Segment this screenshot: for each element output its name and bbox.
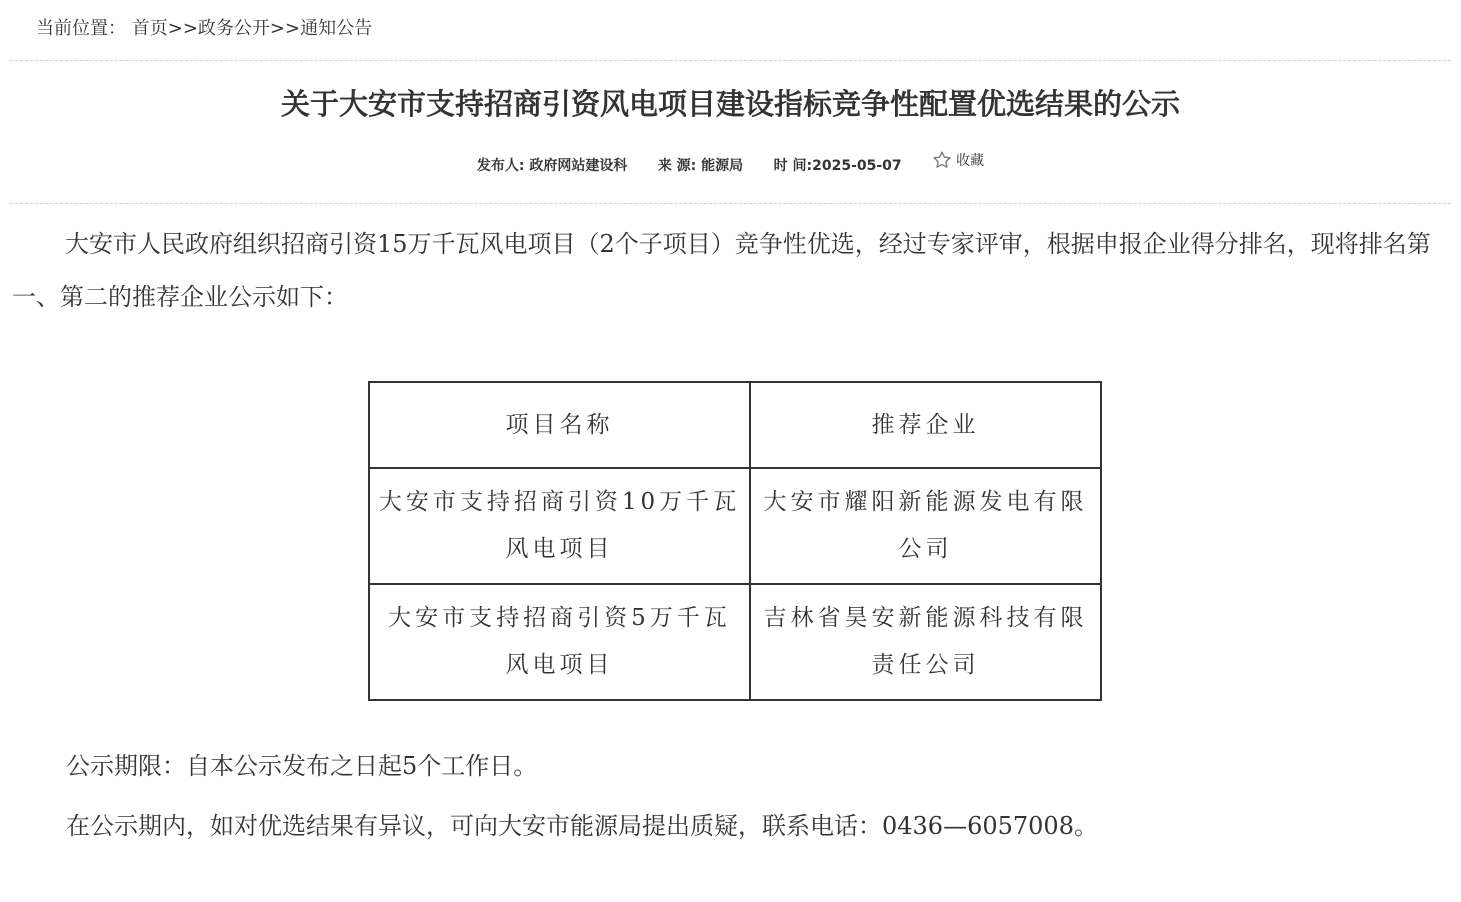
cell-project-name: 大安市支持招商引资5万千瓦风电项目 [369,584,750,700]
header-project-name: 项目名称 [369,382,750,468]
breadcrumb-separator: >> [167,18,198,39]
breadcrumb-notices-link[interactable]: 通知公告 [300,18,373,39]
meta-time: 时 间:2025-05-07 [773,158,902,174]
table-row [369,468,1101,584]
table-row [369,584,1101,700]
contact-paragraph: 在公示期内，如对优选结果有异议，可向大安市能源局提出质疑，联系电话：0436—6057008。 [66,812,1098,840]
meta-publisher: 发布人: 政府网站建设科 [476,158,628,174]
breadcrumb-prefix: 当前位置： [36,18,126,39]
star-outline-icon [932,150,952,170]
table-header-row [369,382,1101,468]
breadcrumb-divider [10,60,1451,61]
breadcrumb-separator: >> [269,18,301,39]
article-meta [0,150,1461,175]
header-divider [10,203,1451,204]
page-title: 关于大安市支持招商引资风电项目建设指标竞争性配置优选结果的公示 [280,87,1180,121]
meta-source: 来 源: 能源局 [657,158,744,174]
favorite-button[interactable] [932,150,984,170]
cell-recommended-company: 吉林省昊安新能源科技有限责任公司 [750,584,1101,700]
cell-project-name: 大安市支持招商引资10万千瓦风电项目 [369,468,750,584]
cell-recommended-company: 大安市耀阳新能源发电有限公司 [750,468,1101,584]
header-recommended-company: 推荐企业 [750,382,1101,468]
favorite-label: 收藏 [956,153,985,169]
intro-paragraph: 大安市人民政府组织招商引资15万千瓦风电项目（2个子项目）竞争性优选，经过专家评审，根据申报企业得分排名，现将排名第一、第二的推荐企业公示如下： [12,230,1431,311]
breadcrumb-home-link[interactable]: 首页 [131,18,168,39]
period-paragraph: 公示期限：自本公示发布之日起5个工作日。 [66,752,538,780]
result-table [368,381,1102,701]
breadcrumb-gov-affairs-link[interactable]: 政务公开 [197,18,270,39]
breadcrumb [36,14,372,40]
